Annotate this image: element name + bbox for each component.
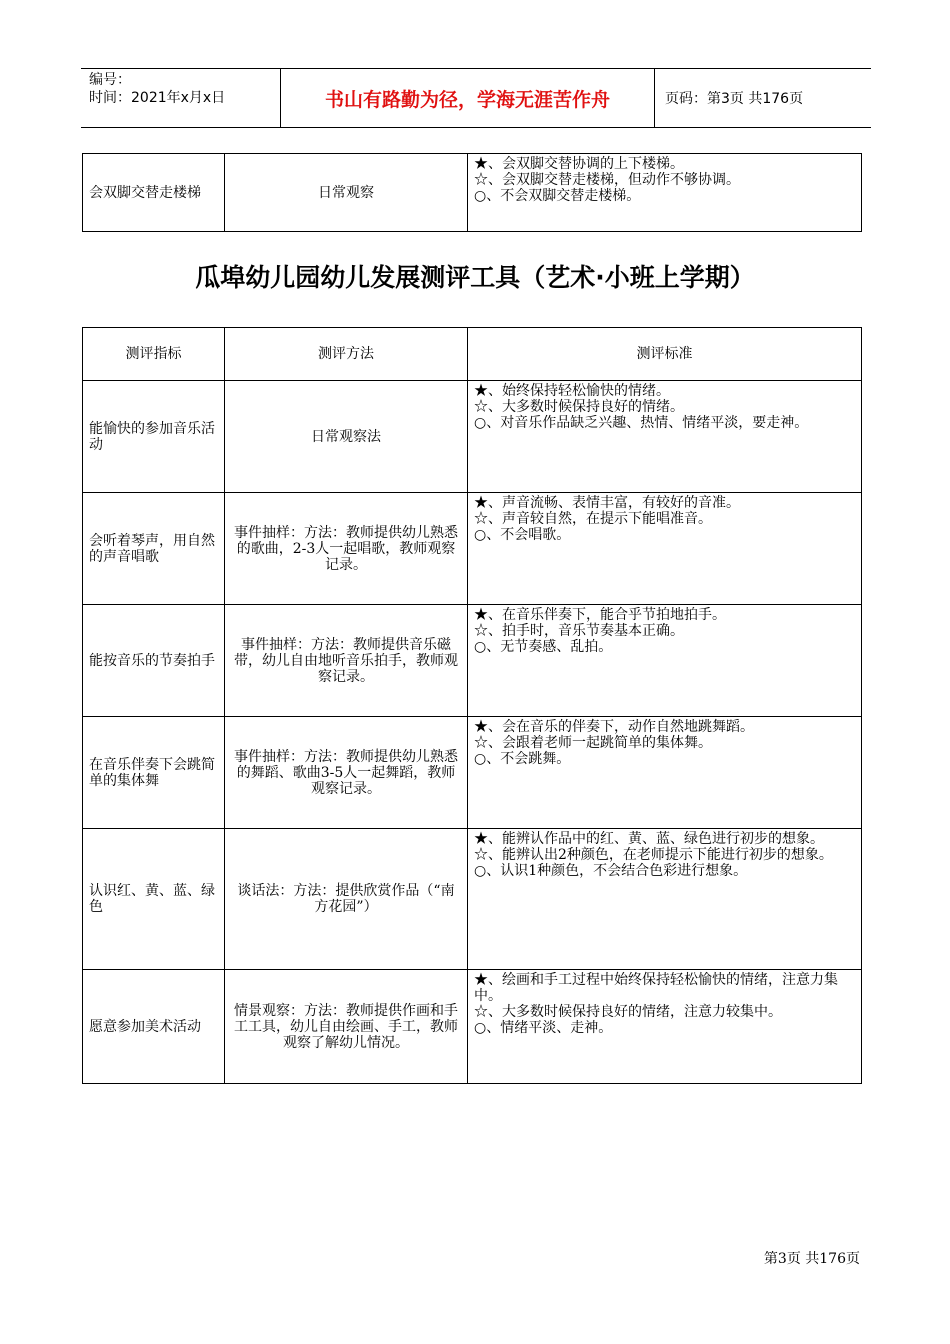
criteria-line: ★、声音流畅、表情丰富，有较好的音准。 (474, 495, 740, 511)
criteria-cell (468, 970, 862, 1084)
method-cell: 事件抽样：方法：教师提供音乐磁带，幼儿自由地听音乐拍手，教师观察记录。 (225, 605, 468, 717)
header-method: 测评方法 (225, 328, 468, 381)
method-cell: 日常观察 (225, 154, 468, 232)
criteria-line: ★、绘画和手工过程中始终保持轻松愉快的情绪，注意力集中。 (474, 972, 838, 1004)
page-footer: 第3页 共176页 (763, 1251, 860, 1267)
table-header-row (83, 328, 862, 381)
table-row (83, 970, 862, 1084)
header-meta (81, 69, 281, 127)
indicator-cell: 在音乐伴奏下会跳简单的集体舞 (83, 717, 225, 829)
criteria-line: ○、无节奏感、乱拍。 (474, 639, 613, 655)
method-cell: 事件抽样：方法：教师提供幼儿熟悉的舞蹈、歌曲3-5人一起舞蹈，教师观察记录。 (225, 717, 468, 829)
criteria-line: ☆、大多数时候保持良好的情绪。 (474, 399, 684, 415)
method-cell: 情景观察：方法：教师提供作画和手工工具，幼儿自由绘画、手工，教师观察了解幼儿情况。 (225, 970, 468, 1084)
table-row (83, 154, 862, 232)
method-cell: 日常观察法 (225, 381, 468, 493)
assessment-table (82, 327, 862, 1084)
indicator-cell: 认识红、黄、蓝、绿色 (83, 829, 225, 970)
serial-label: 编号： (89, 72, 131, 88)
criteria-cell (468, 493, 862, 605)
criteria-line: ★、在音乐伴奏下，能合乎节拍地拍手。 (474, 607, 726, 623)
criteria-cell (468, 605, 862, 717)
table-row (83, 717, 862, 829)
criteria-line: ☆、拍手时，音乐节奏基本正确。 (474, 623, 684, 639)
page-header (81, 68, 871, 128)
table-row (83, 829, 862, 970)
criteria-line: ○、对音乐作品缺乏兴趣、热情、情绪平淡，要走神。 (474, 415, 809, 431)
header-motto: 书山有路勤为径，学海无涯苦作舟 (281, 69, 655, 127)
header-page-label: 页码：第3页 共176页 (665, 91, 804, 107)
criteria-cell (468, 829, 862, 970)
criteria-line: ○、认识1种颜色，不会结合色彩进行想象。 (474, 863, 748, 879)
criteria-line: ○、不会跳舞。 (474, 751, 571, 767)
method-cell: 事件抽样：方法：教师提供幼儿熟悉的歌曲，2-3人一起唱歌，教师观察记录。 (225, 493, 468, 605)
document-title: 瓜埠幼儿园幼儿发展测评工具（艺术·小班上学期） (195, 263, 755, 292)
header-criteria: 测评标准 (468, 328, 862, 381)
indicator-cell: 会听着琴声，用自然的声音唱歌 (83, 493, 225, 605)
date-label: 时间：2021年x月x日 (89, 90, 226, 106)
criteria-cell (468, 154, 862, 232)
criteria-line: ☆、会双脚交替走楼梯，但动作不够协调。 (474, 172, 740, 188)
indicator-cell: 会双脚交替走楼梯 (83, 154, 225, 232)
criteria-cell (468, 381, 862, 493)
criteria-line: ☆、声音较自然，在提示下能唱准音。 (474, 511, 712, 527)
continued-table (82, 153, 862, 232)
header-indicator: 测评指标 (83, 328, 225, 381)
criteria-line: ○、不会双脚交替走楼梯。 (474, 188, 641, 204)
criteria-line: ★、能辨认作品中的红、黄、蓝、绿色进行初步的想象。 (474, 831, 824, 847)
criteria-line: ☆、能辨认出2种颜色，在老师提示下能进行初步的想象。 (474, 847, 833, 863)
criteria-line: ★、会在音乐的伴奏下，动作自然地跳舞蹈。 (474, 719, 754, 735)
criteria-line: ☆、会跟着老师一起跳简单的集体舞。 (474, 735, 712, 751)
criteria-line: ☆、大多数时候保持良好的情绪，注意力较集中。 (474, 1004, 782, 1020)
criteria-line: ★、会双脚交替协调的上下楼梯。 (474, 156, 684, 172)
method-cell: 谈话法：方法：提供欣赏作品（“南方花园”） (225, 829, 468, 970)
indicator-cell: 能愉快的参加音乐活动 (83, 381, 225, 493)
indicator-cell: 愿意参加美术活动 (83, 970, 225, 1084)
criteria-line: ★、始终保持轻松愉快的情绪。 (474, 383, 670, 399)
criteria-line: ○、情绪平淡、走神。 (474, 1020, 613, 1036)
table-row (83, 381, 862, 493)
criteria-cell (468, 717, 862, 829)
indicator-cell: 能按音乐的节奏拍手 (83, 605, 225, 717)
table-row (83, 605, 862, 717)
criteria-line: ○、不会唱歌。 (474, 527, 571, 543)
table-row (83, 493, 862, 605)
